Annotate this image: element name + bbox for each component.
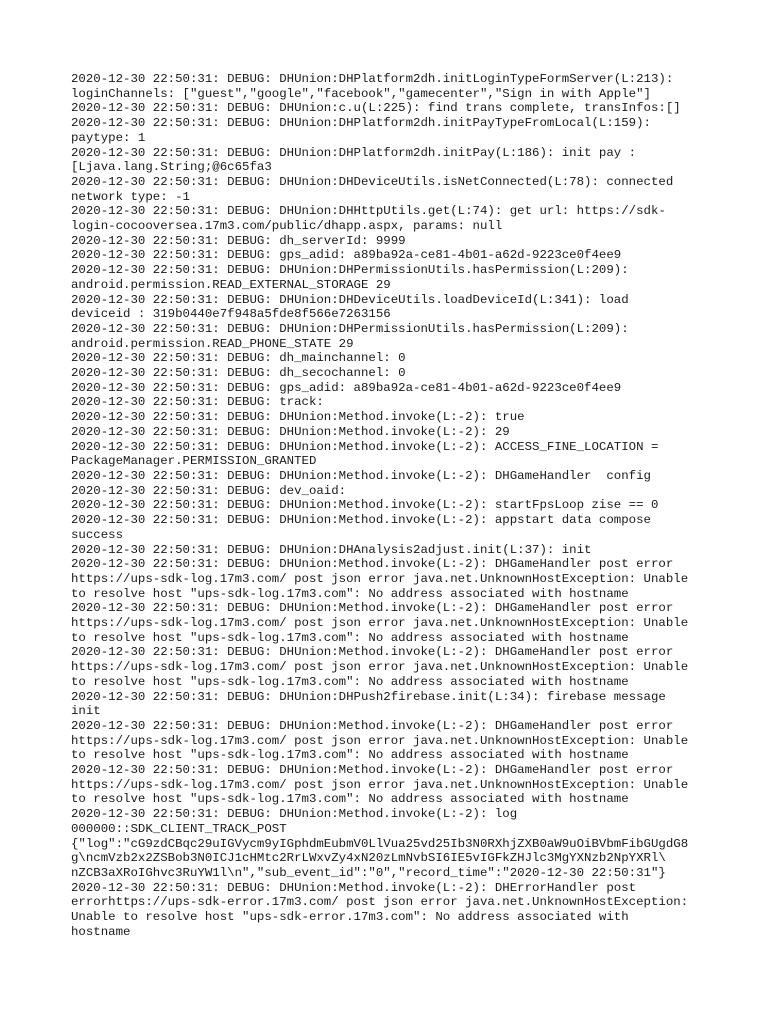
log-line: 2020-12-30 22:50:31: DEBUG: DHUnion:Method.invoke(L:-2): DHGameHandler post error xyxy=(71,645,674,660)
log-line: 2020-12-30 22:50:31: DEBUG: DHUnion:DHPush2firebase.init(L:34): firebase message xyxy=(71,689,666,704)
log-line: 2020-12-30 22:50:31: DEBUG: DHUnion:Method.invoke(L:-2): 29 xyxy=(71,424,510,439)
log-line: to resolve host "ups-sdk-log.17m3.com": No address associated with hostname xyxy=(71,586,629,601)
log-line: 2020-12-30 22:50:31: DEBUG: DHUnion:Method.invoke(L:-2): ACCESS_FINE_LOCATION = xyxy=(71,439,659,454)
log-line: 2020-12-30 22:50:31: DEBUG: dh_serverId: 9999 xyxy=(71,233,406,248)
log-line: 2020-12-30 22:50:31: DEBUG: DHUnion:Method.invoke(L:-2): appstart data compose xyxy=(71,513,651,528)
log-line: 2020-12-30 22:50:31: DEBUG: DHUnion:DHPermissionUtils.hasPermission(L:209): xyxy=(71,263,629,278)
log-line: to resolve host "ups-sdk-log.17m3.com": No address associated with hostname xyxy=(71,748,629,763)
log-line: 2020-12-30 22:50:31: DEBUG: DHUnion:Method.invoke(L:-2): DHErrorHandler post xyxy=(71,880,637,895)
log-line: https://ups-sdk-log.17m3.com/ post json error java.net.UnknownHostException: Unable xyxy=(71,660,689,675)
log-line: android.permission.READ_PHONE_STATE 29 xyxy=(71,336,354,351)
log-line: hostname xyxy=(71,924,131,939)
log-line: 2020-12-30 22:50:31: DEBUG: dh_mainchannel: 0 xyxy=(71,351,406,366)
log-line: 2020-12-30 22:50:31: DEBUG: DHUnion:Method.invoke(L:-2): log xyxy=(71,807,518,822)
log-line: 2020-12-30 22:50:31: DEBUG: DHUnion:Method.invoke(L:-2): DHGameHandler post error xyxy=(71,557,674,572)
log-line: to resolve host "ups-sdk-log.17m3.com": No address associated with hostname xyxy=(71,674,629,689)
log-line: 2020-12-30 22:50:31: DEBUG: DHUnion:DHAnalysis2adjust.init(L:37): init xyxy=(71,542,592,557)
log-line: android.permission.READ_EXTERNAL_STORAGE 29 xyxy=(71,277,391,292)
log-line: 2020-12-30 22:50:31: DEBUG: DHUnion:c.u(L:225): find trans complete, transInfos:[] xyxy=(71,101,681,116)
log-line: deviceid : 319b0440e7f948a5fde8f566e7263156 xyxy=(71,307,391,322)
log-line: 2020-12-30 22:50:31: DEBUG: DHUnion:Method.invoke(L:-2): DHGameHandler post error xyxy=(71,763,674,778)
log-line: 2020-12-30 22:50:31: DEBUG: gps_adid: a89ba92a-ce81-4b01-a62d-9223ce0f4ee9 xyxy=(71,380,622,395)
log-line: 000000::SDK_CLIENT_TRACK_POST xyxy=(71,821,287,836)
log-line: g\ncmVzb2x2ZSBob3N0ICJ1cHMtc2RrLWxvZy4xN20zLmNvbSI6IE5vIGFkZHJlc3MgYXNzb2NpYXRl\ xyxy=(71,851,666,866)
log-line: 2020-12-30 22:50:31: DEBUG: dh_secochannel: 0 xyxy=(71,366,406,381)
log-line: 2020-12-30 22:50:31: DEBUG: DHUnion:Method.invoke(L:-2): DHGameHandler config xyxy=(71,468,651,483)
log-line: 2020-12-30 22:50:31: DEBUG: DHUnion:Method.invoke(L:-2): startFpsLoop zise == 0 xyxy=(71,498,659,513)
log-line: 2020-12-30 22:50:31: DEBUG: DHUnion:DHPermissionUtils.hasPermission(L:209): xyxy=(71,321,629,336)
log-line: [Ljava.lang.String;@6c65fa3 xyxy=(71,160,272,175)
log-line: loginChannels: ["guest","google","facebook","gamecenter","Sign in with Apple"] xyxy=(71,86,651,101)
log-line: 2020-12-30 22:50:31: DEBUG: DHUnion:DHDeviceUtils.loadDeviceId(L:341): load xyxy=(71,292,629,307)
log-line: Unable to resolve host "ups-sdk-error.17m3.com": No address associated with xyxy=(71,910,629,925)
log-line: 2020-12-30 22:50:31: DEBUG: DHUnion:DHPlatform2dh.initPay(L:186): init pay : xyxy=(71,145,637,160)
log-line: to resolve host "ups-sdk-log.17m3.com": No address associated with hostname xyxy=(71,792,629,807)
log-line: paytype: 1 xyxy=(71,130,146,145)
log-document xyxy=(71,72,711,939)
log-line: {"log":"cG9zdCBqc29uIGVycm9yIGphdmEubmV0LlVua25vd25Ib3N0RXhjZXB0aW9uOiBVbmFibGUgdG8 xyxy=(71,836,689,851)
log-line: https://ups-sdk-log.17m3.com/ post json error java.net.UnknownHostException: Unable xyxy=(71,571,689,586)
log-line: init xyxy=(71,704,101,719)
log-line: 2020-12-30 22:50:31: DEBUG: DHUnion:Method.invoke(L:-2): true xyxy=(71,410,525,425)
log-line: PackageManager.PERMISSION_GRANTED xyxy=(71,454,317,469)
log-line: https://ups-sdk-log.17m3.com/ post json error java.net.UnknownHostException: Unable xyxy=(71,616,689,631)
log-line: https://ups-sdk-log.17m3.com/ post json error java.net.UnknownHostException: Unable xyxy=(71,733,689,748)
log-line: to resolve host "ups-sdk-log.17m3.com": No address associated with hostname xyxy=(71,630,629,645)
log-line: 2020-12-30 22:50:31: DEBUG: DHUnion:Method.invoke(L:-2): DHGameHandler post error xyxy=(71,601,674,616)
log-line: errorhttps://ups-sdk-error.17m3.com/ post json error java.net.UnknownHostException: xyxy=(71,895,689,910)
log-line: 2020-12-30 22:50:31: DEBUG: DHUnion:DHPlatform2dh.initLoginTypeFormServer(L:213): xyxy=(71,72,674,86)
log-line: 2020-12-30 22:50:31: DEBUG: DHUnion:DHHttpUtils.get(L:74): get url: https://sdk- xyxy=(71,204,666,219)
log-line: 2020-12-30 22:50:31: DEBUG: DHUnion:Method.invoke(L:-2): DHGameHandler post error xyxy=(71,718,674,733)
log-line: 2020-12-30 22:50:31: DEBUG: track: xyxy=(71,395,324,410)
log-line: 2020-12-30 22:50:31: DEBUG: DHUnion:DHDeviceUtils.isNetConnected(L:78): connected xyxy=(71,174,674,189)
log-line: 2020-12-30 22:50:31: DEBUG: DHUnion:DHPlatform2dh.initPayTypeFromLocal(L:159): xyxy=(71,116,651,131)
log-line: login-cocooversea.17m3.com/public/dhapp.aspx, params: null xyxy=(71,219,503,234)
log-line: 2020-12-30 22:50:31: DEBUG: dev_oaid: xyxy=(71,483,347,498)
log-line: success xyxy=(71,527,124,542)
log-line: https://ups-sdk-log.17m3.com/ post json error java.net.UnknownHostException: Unable xyxy=(71,777,689,792)
log-line: nZCB3aXRoIGhvc3RuYW1l\n","sub_event_id":"0","record_time":"2020-12-30 22:50:31"} xyxy=(71,865,666,880)
log-line: 2020-12-30 22:50:31: DEBUG: gps_adid: a89ba92a-ce81-4b01-a62d-9223ce0f4ee9 xyxy=(71,248,622,263)
log-line: network type: -1 xyxy=(71,189,190,204)
